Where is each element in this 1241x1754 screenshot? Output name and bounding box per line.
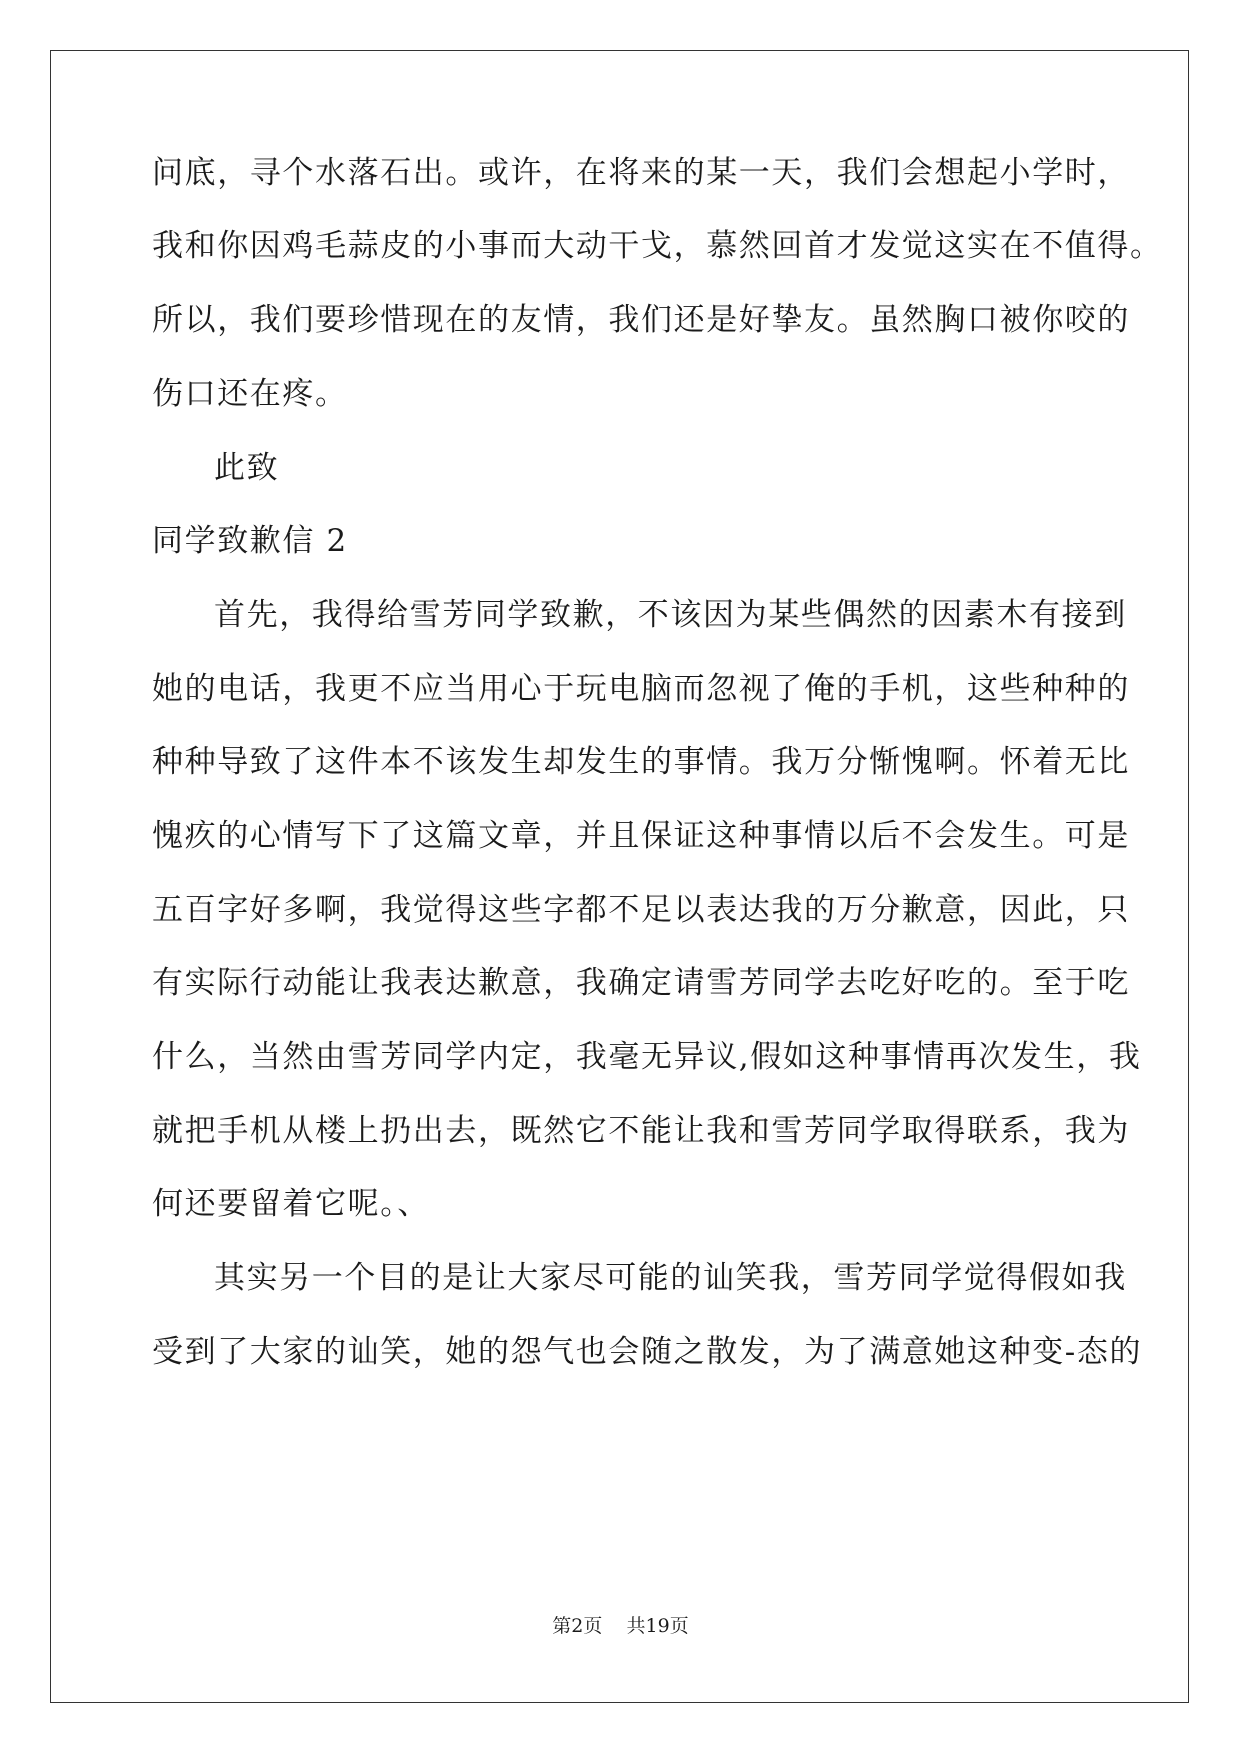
page-number: 第2页 [552,1615,603,1637]
body-line-15: 何还要留着它呢。、 [152,1186,430,1222]
body-line-1: 问底，寻个水落石出。或许，在将来的某一天，我们会想起小学时， [152,155,1130,191]
page-border [50,50,1189,1703]
page-total: 共19页 [626,1615,689,1637]
body-line-7: 首先，我得给雪芳同学致歉，不该因为某些偶然的因素木有接到 [214,597,1127,633]
closing-salutation: 此致 [214,450,280,486]
body-line-14: 就把手机从楼上扔出去，既然它不能让我和雪芳同学取得联系，我为 [152,1113,1130,1149]
body-line-17: 受到了大家的讪笑，她的怨气也会随之散发，为了满意她这种变-态的 [152,1334,1143,1370]
body-line-8: 她的电话，我更不应当用心于玩电脑而忽视了俺的手机，这些种种的 [152,671,1130,707]
body-line-13: 什么，当然由雪芳同学内定，我毫无异议,假如这种事情再次发生，我 [152,1039,1142,1075]
body-line-3: 所以，我们要珍惜现在的友情，我们还是好挚友。虽然胸口被你咬的 [152,302,1130,338]
body-line-11: 五百字好多啊，我觉得这些字都不足以表达我的万分歉意，因此，只 [152,892,1130,928]
body-line-16: 其实另一个目的是让大家尽可能的讪笑我，雪芳同学觉得假如我 [214,1260,1127,1296]
body-line-10: 愧疚的心情写下了这篇文章，并且保证这种事情以后不会发生。可是 [152,818,1130,854]
section-heading: 同学致歉信 2 [152,523,348,559]
body-line-9: 种种导致了这件本不该发生却发生的事情。我万分惭愧啊。怀着无比 [152,744,1130,780]
body-line-2: 我和你因鸡毛蒜皮的小事而大动干戈，慕然回首才发觉这实在不值得。 [152,228,1163,264]
page-footer [0,1614,1241,1638]
body-line-12: 有实际行动能让我表达歉意，我确定请雪芳同学去吃好吃的。至于吃 [152,965,1130,1001]
body-line-4: 伤口还在疼。 [152,376,348,412]
